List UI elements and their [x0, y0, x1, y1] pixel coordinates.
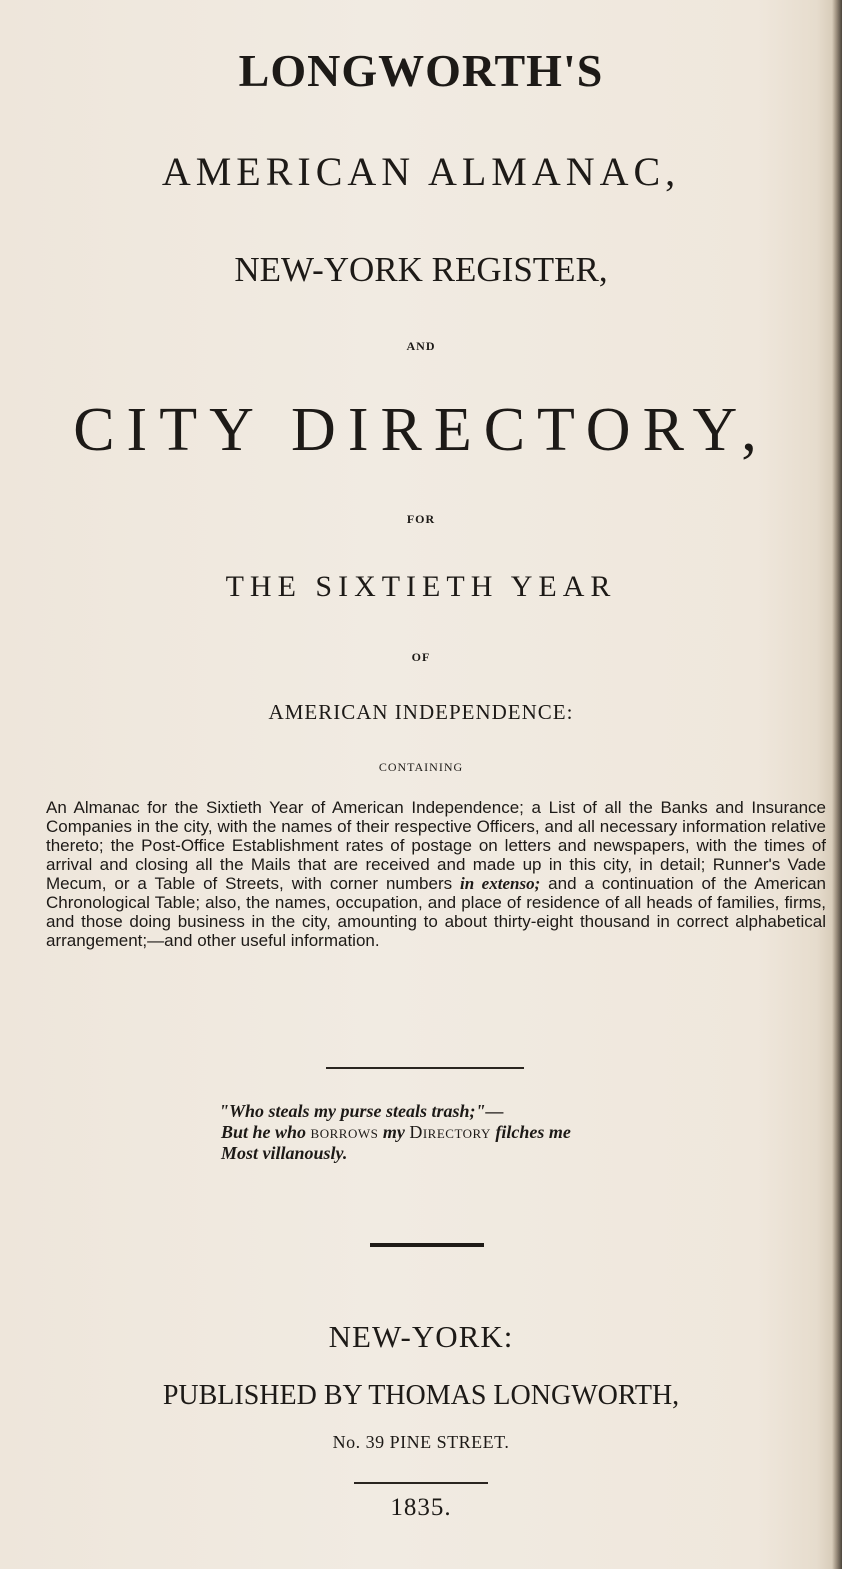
epigraph-line-3: Most villanously.	[221, 1143, 348, 1163]
title-longworths: LONGWORTH'S	[238, 45, 604, 96]
title-american-independence: AMERICAN INDEPENDENCE:	[268, 700, 574, 724]
epigraph	[219, 1101, 739, 1164]
imprint-city: NEW-YORK:	[328, 1319, 514, 1354]
contents-part1: An Almanac for the Sixtieth Year of American Independence; a List of all the Banks and Insurance Companies in the city, with the names of their respective Officers, and all necessary information relative thereto; the Post-Office Establishment rates of postage on letters and newspapers, with the times of arrival and closing all the Mails that are received and made up in this city, in detail; Runner's Vade Mecum, or a Table of Streets, with corner numbers	[46, 798, 826, 893]
contents-italic: in extenso;	[460, 874, 541, 893]
title-new-york-register: NEW-YORK REGISTER,	[234, 250, 608, 289]
title-american-almanac: AMERICAN ALMANAC,	[161, 149, 681, 194]
epigraph-line-2a: But he who	[221, 1122, 311, 1142]
imprint-rule	[354, 1482, 488, 1484]
title-containing: CONTAINING	[378, 760, 464, 774]
contents-part2: and a continuation of the American Chronological Table; also, the names, occupation, and place of residence of all heads of families, firms, and those doing business in the city, amounting to about thirty-eight thousand in correct alphabetical arrangement;—and other useful information.	[46, 874, 826, 950]
imprint-year: 1835.	[390, 1494, 452, 1521]
title-sixtieth-year: THE SIXTIETH YEAR	[225, 570, 617, 603]
imprint-address: No. 39 PINE STREET.	[332, 1432, 510, 1452]
ornamental-rule	[370, 1243, 484, 1247]
epigraph-borrows: borrows	[310, 1122, 379, 1142]
epigraph-line-2	[221, 1122, 739, 1143]
contents-paragraph	[46, 798, 826, 950]
divider-rule	[326, 1067, 524, 1069]
imprint-publisher: PUBLISHED BY THOMAS LONGWORTH,	[162, 1380, 680, 1411]
epigraph-line-1: "Who steals my purse steals trash;"—	[219, 1101, 504, 1121]
epigraph-line-2e: filches me	[490, 1122, 571, 1142]
epigraph-directory: Directory	[409, 1122, 491, 1142]
epigraph-line-2c: my	[378, 1122, 410, 1142]
title-of: OF	[411, 650, 431, 664]
title-city-directory: CITY DIRECTORY,	[73, 396, 769, 464]
title-for: FOR	[406, 512, 436, 526]
title-and: AND	[406, 339, 436, 353]
